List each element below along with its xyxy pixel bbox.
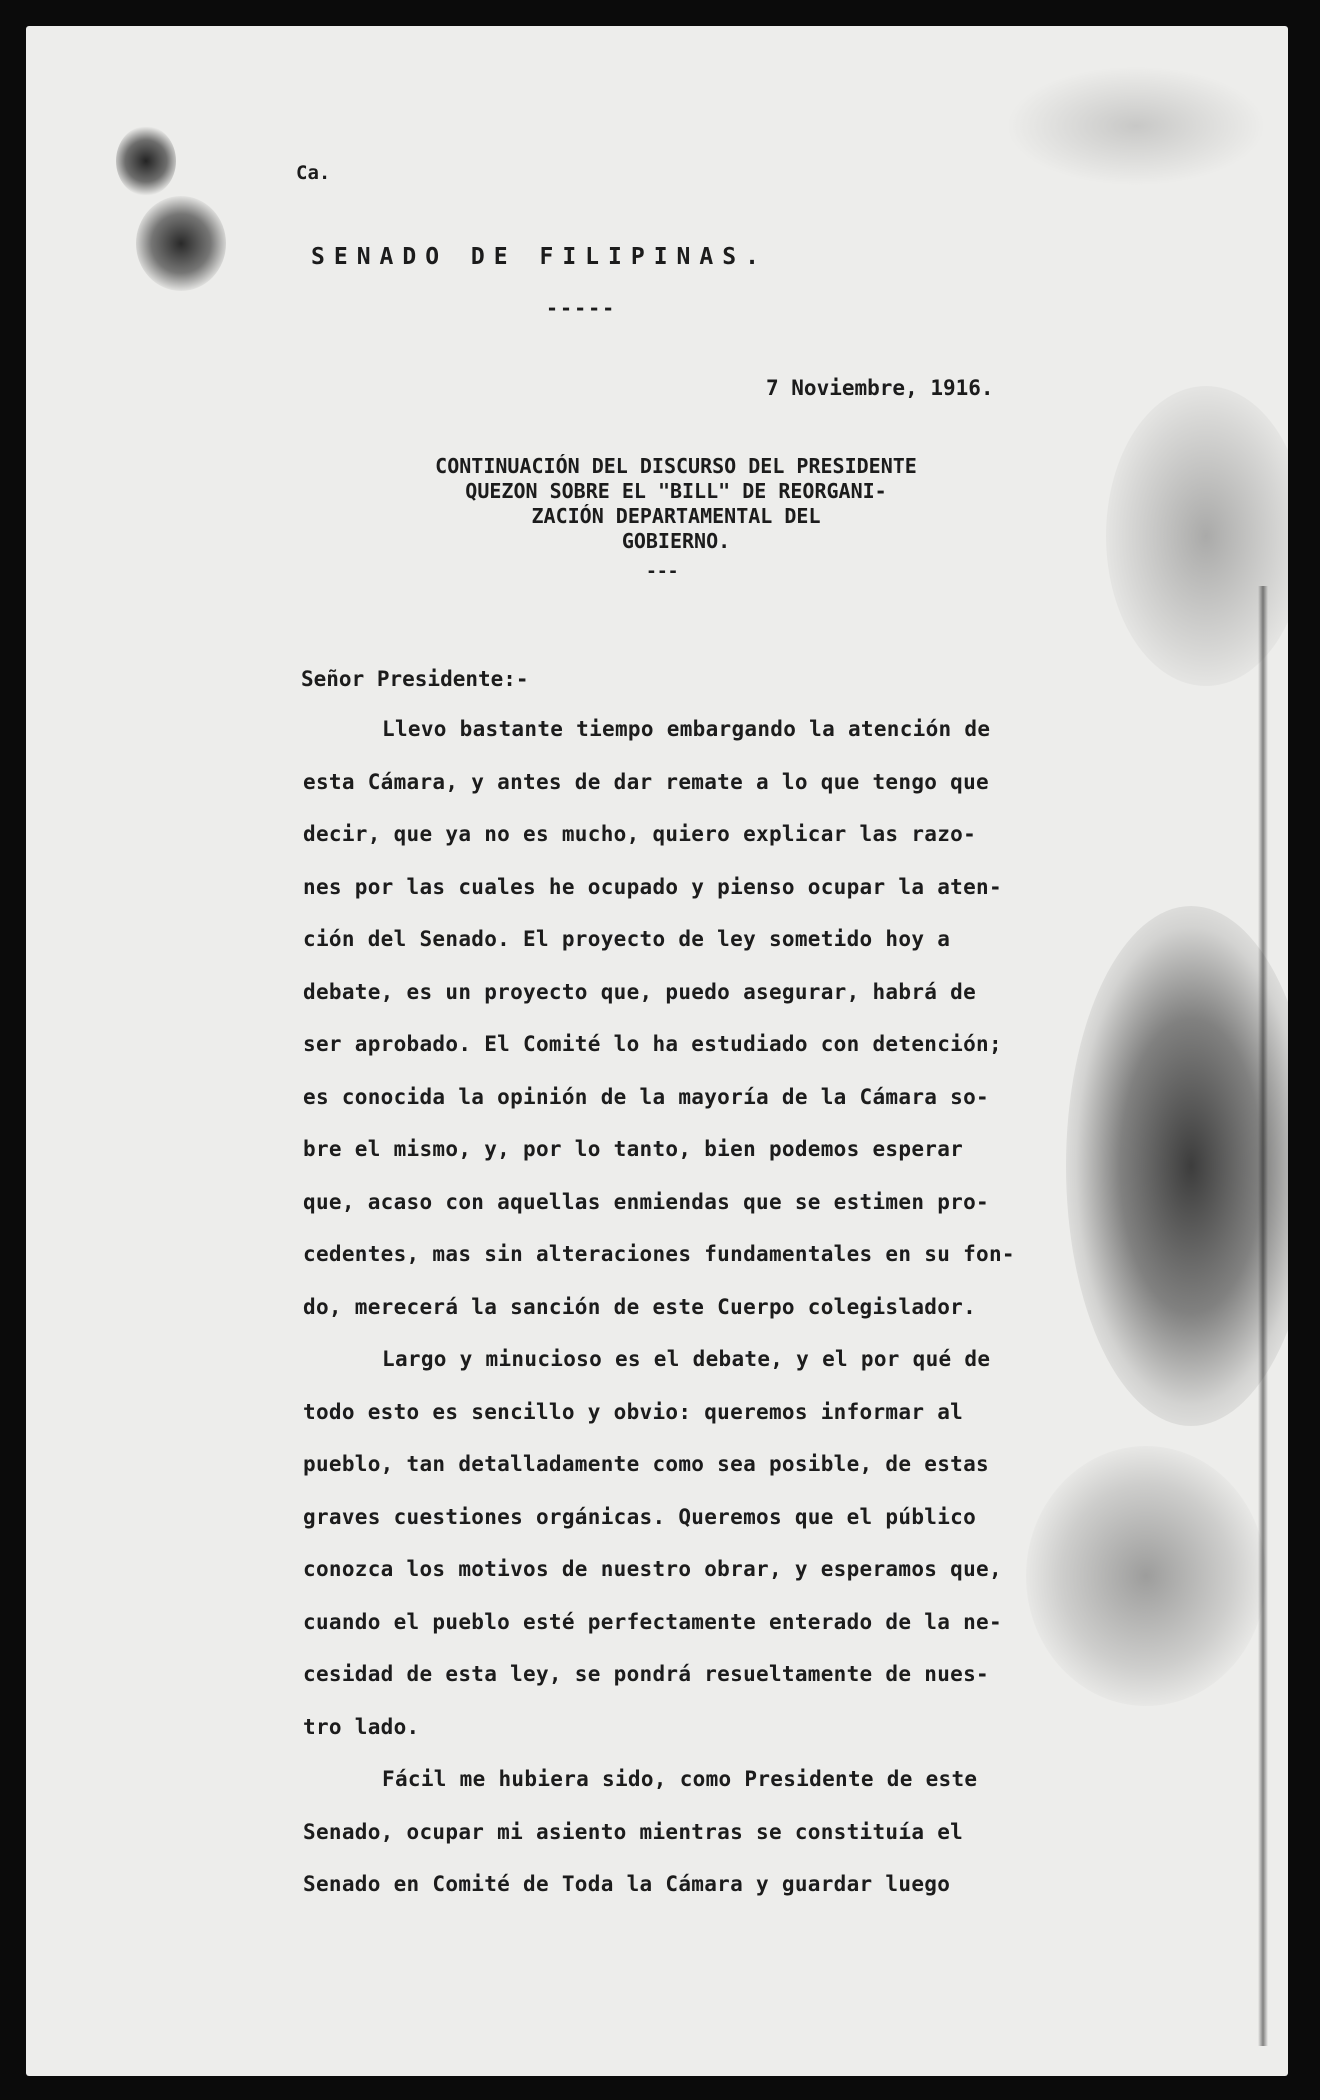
body-line: esta Cámara, y antes de dar remate a lo que tengo que [303,770,989,794]
body-line: Largo y minucioso es el debate, y el por qué de [382,1347,991,1371]
body-line: Fácil me hubiera sido, como Presidente de este [382,1767,978,1791]
reference-mark: Ca. [296,162,331,184]
body-line: ción del Senado. El proyecto de ley sometido hoy a [303,927,951,951]
body-line: cesidad de esta ley, se pondrá resueltamente de nues- [303,1662,989,1686]
body-line: Senado, ocupar mi asiento mientras se constituía el [303,1820,964,1844]
body-line: nes por las cuales he ocupado y pienso ocupar la aten- [303,875,1002,899]
body-line: tro lado. [303,1715,420,1739]
body-line: pueblo, tan detalladamente como sea posible, de estas [303,1452,989,1476]
page-edge-shadow [1258,586,1268,2046]
ink-stain [136,196,226,291]
document-page [26,26,1288,2076]
paper-stain [1026,1446,1266,1706]
paper-stain [1006,66,1266,186]
body-line: do, merecerá la sanción de este Cuerpo colegislador. [303,1295,977,1319]
body-line: bre el mismo, y, por lo tanto, bien podemos esperar [303,1137,964,1161]
senate-title: SENADO DE FILIPINAS. [311,244,768,270]
body-line: conozca los motivos de nuestro obrar, y esperamos que, [303,1557,1002,1581]
heading-line: GOBIERNO. [621,529,731,553]
body-line: cuando el pueblo esté perfectamente enterado de la ne- [303,1610,1002,1634]
ink-stain [116,126,176,196]
body-line: cedentes, mas sin alteraciones fundamentales en su fon- [303,1242,1015,1266]
heading-line: ZACIÓN DEPARTAMENTAL DEL [531,504,821,528]
body-line: ser aprobado. El Comité lo ha estudiado con detención; [303,1032,1002,1056]
body-line: es conocida la opinión de la mayoría de la Cámara so- [303,1085,989,1109]
document-heading [326,454,1026,554]
body-line: graves cuestiones orgánicas. Queremos que el público [303,1505,977,1529]
salutation: Señor Presidente:- [301,667,529,691]
body-line: debate, es un proyecto que, puedo asegurar, habrá de [303,980,977,1004]
heading-line: QUEZON SOBRE EL "BILL" DE REORGANI- [465,479,887,503]
body-line: Senado en Comité de Toda la Cámara y guardar luego [303,1872,951,1896]
body-line: Llevo bastante tiempo embargando la atención de [382,717,991,741]
ink-stain [1066,906,1288,1426]
body-line: que, acaso con aquellas enmiendas que se estimen pro- [303,1190,989,1214]
body-line: todo esto es sencillo y obvio: queremos informar al [303,1400,964,1424]
heading-rule: --- [646,561,679,582]
title-rule: ----- [546,296,617,320]
document-date: 7 Noviembre, 1916. [766,376,994,400]
body-line: decir, que ya no es mucho, quiero explicar las razo- [303,822,977,846]
heading-line: CONTINUACIÓN DEL DISCURSO DEL PRESIDENTE [435,454,917,478]
